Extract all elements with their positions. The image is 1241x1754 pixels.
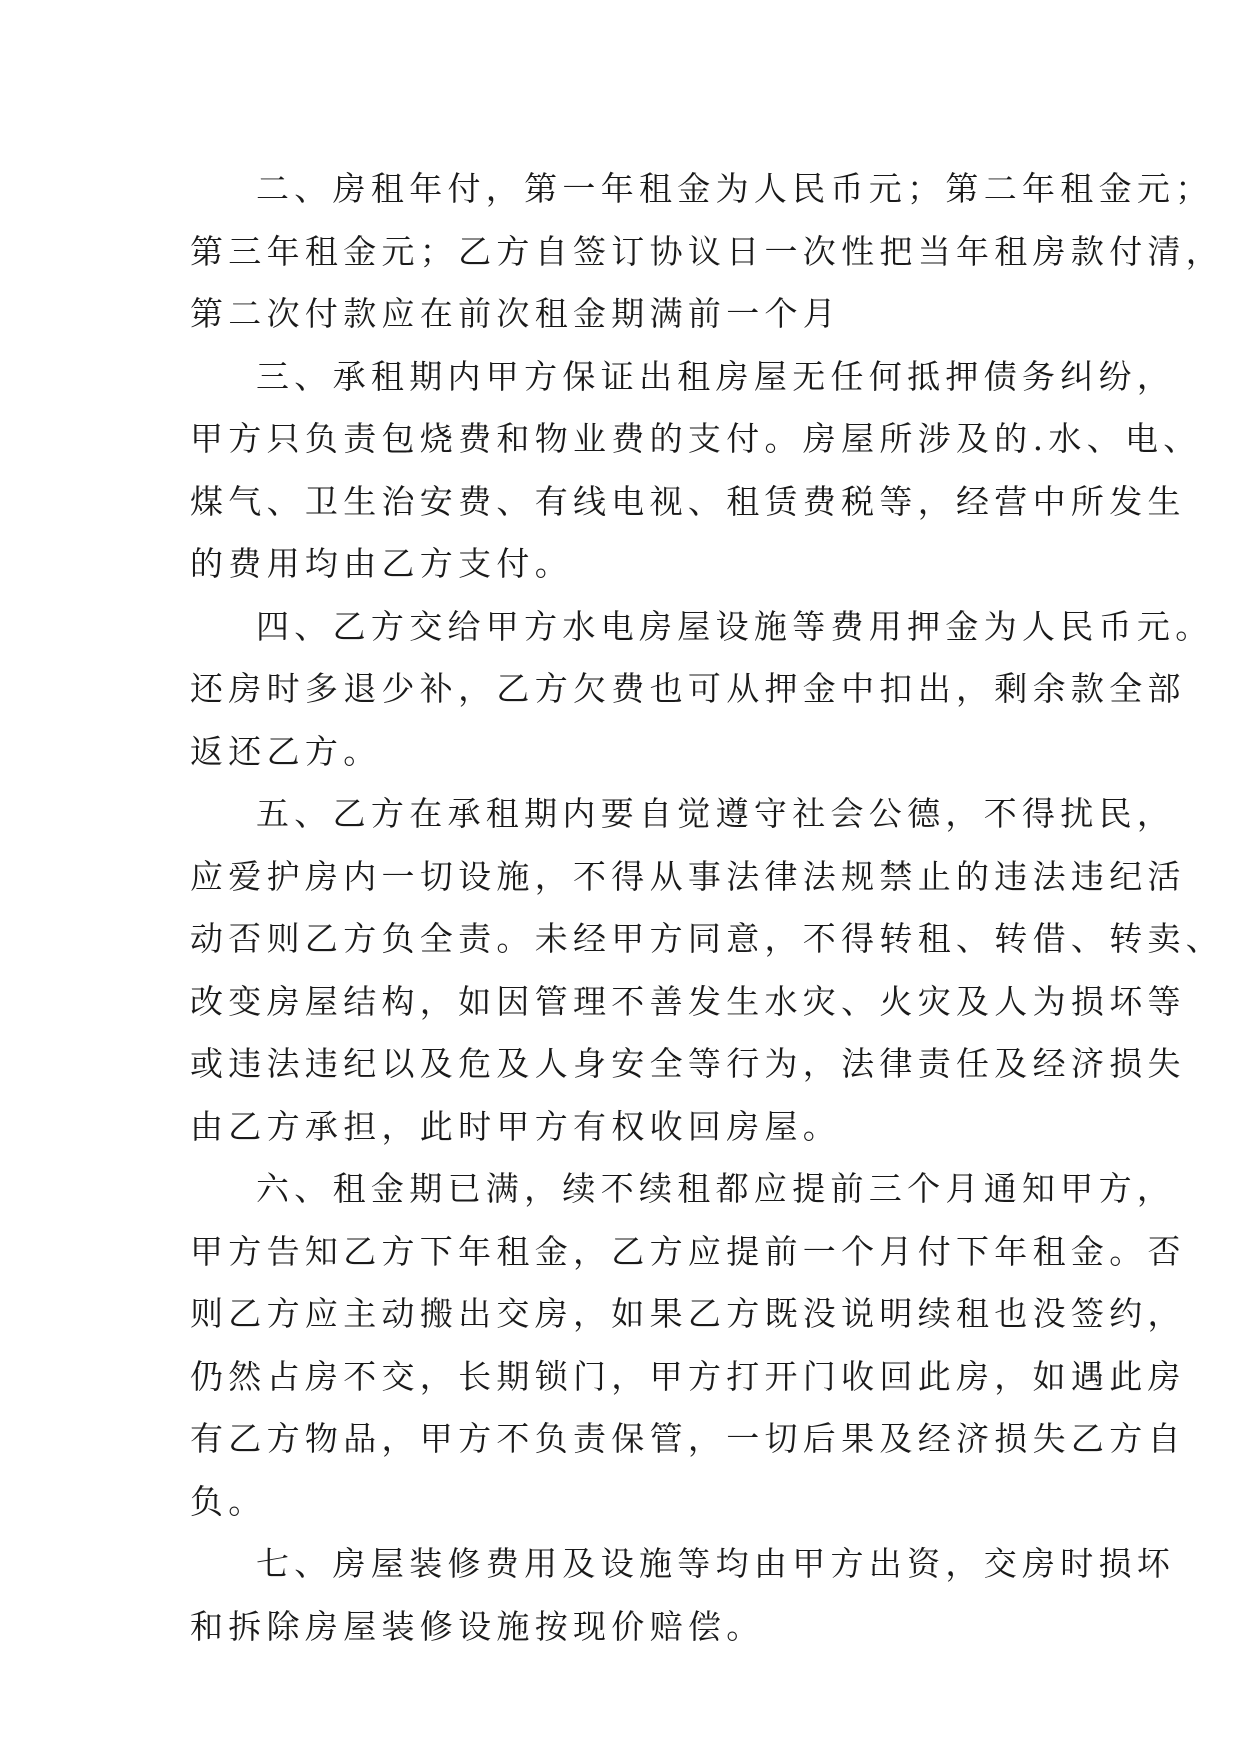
- clause-7: [190, 1533, 1176, 1658]
- text-line: 七、房屋装修费用及设施等均由甲方出资，交房时损坏: [256, 1544, 1176, 1583]
- text-line: 第二次付款应在前次租金期满前一个月: [190, 294, 842, 333]
- text-line: 甲方告知乙方下年租金，乙方应提前一个月付下年租金。否: [190, 1231, 1186, 1271]
- text-line: 第三年租金元；乙方自签订协议日一次性把当年租房款付清，: [190, 231, 1225, 271]
- clause-4: [190, 596, 1214, 784]
- text-line: 还房时多退少补，乙方欠费也可从押金中扣出，剩余款全部: [190, 669, 1186, 708]
- clause-3: [190, 346, 1202, 596]
- text-line: 有乙方物品，甲方不负责保管，一切后果及经济损失乙方自: [190, 1419, 1186, 1458]
- text-line: 六、租金期已满，续不续租都应提前三个月通知甲方，: [256, 1169, 1176, 1208]
- text-line: 的费用均由乙方支付。: [190, 544, 573, 583]
- text-line: 应爱护房内一切设施，不得从事法律法规禁止的违法违纪活: [190, 856, 1186, 896]
- text-line: 三、承租期内甲方保证出租房屋无任何抵押债务纠纷，: [256, 356, 1176, 396]
- text-line: 由乙方承担，此时甲方有权收回房屋。: [190, 1106, 842, 1146]
- text-line: 二、房租年付，第一年租金为人民币元；第二年租金元；: [256, 169, 1214, 208]
- clause-2: [190, 158, 1225, 346]
- text-line: 或违法违纪以及危及人身安全等行为，法律责任及经济损失: [190, 1044, 1186, 1083]
- text-line: 负。: [190, 1481, 267, 1521]
- text-line: 返还乙方。: [190, 731, 382, 771]
- clause-6: [190, 1158, 1186, 1533]
- text-line: 煤气、卫生治安费、有线电视、租赁费税等，经营中所发生: [190, 481, 1186, 521]
- text-line: 甲方只负责包烧费和物业费的支付。房屋所涉及的.水、电、: [190, 419, 1202, 458]
- text-line: 四、乙方交给甲方水电房屋设施等费用押金为人民币元。: [256, 606, 1214, 646]
- text-line: 改变房屋结构，如因管理不善发生水灾、火灾及人为损坏等: [190, 981, 1186, 1021]
- text-line: 和拆除房屋装修设施按现价赔偿。: [190, 1606, 765, 1646]
- document-body: [190, 158, 1225, 1658]
- clause-5: [190, 783, 1225, 1158]
- text-line: 仍然占房不交，长期锁门，甲方打开门收回此房，如遇此房: [190, 1356, 1186, 1396]
- text-line: 动否则乙方负全责。未经甲方同意，不得转租、转借、转卖、: [190, 919, 1225, 958]
- text-line: 五、乙方在承租期内要自觉遵守社会公德，不得扰民，: [256, 794, 1176, 833]
- text-line: 则乙方应主动搬出交房，如果乙方既没说明续租也没签约，: [190, 1294, 1186, 1333]
